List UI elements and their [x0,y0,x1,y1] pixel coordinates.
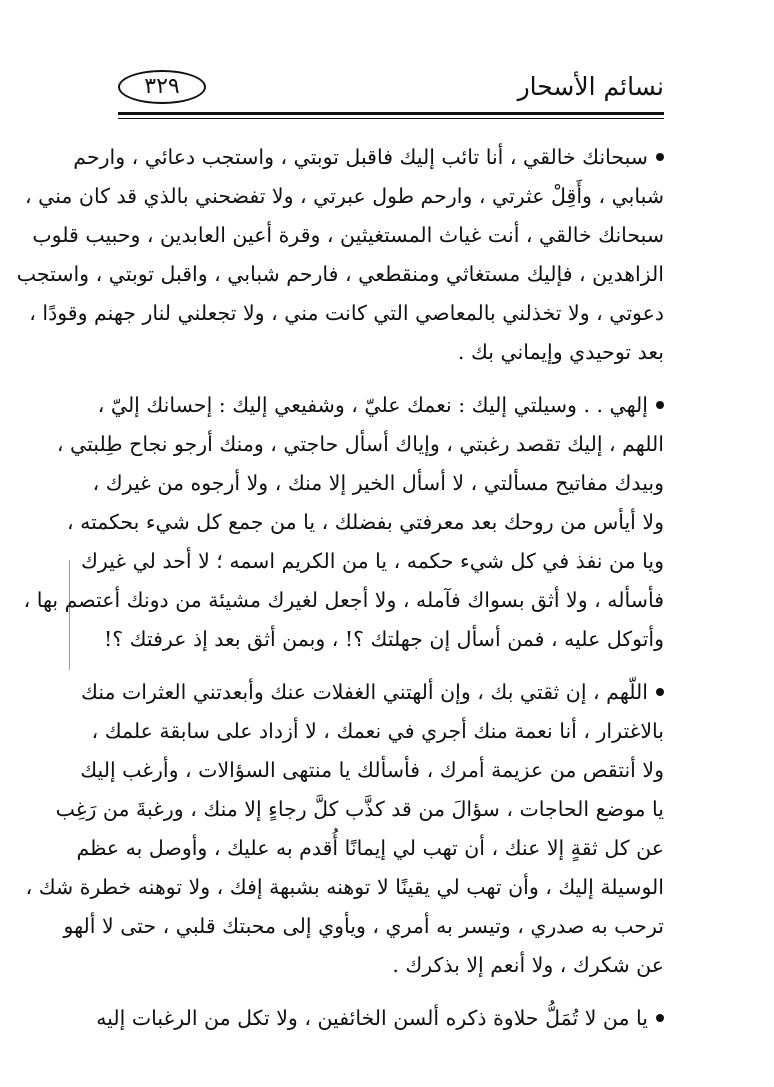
line-text: شبابي ، وأَقِلْ عثرتي ، وارحم طول عبرتي ، ولا تفضحني بالذي قد كان مني ، [24,184,664,208]
line-text: يا موضع الحاجات ، سؤالَ من قد كذَّب كلَّ رجاءٍ إلا منك ، ورغبةَ من رَغِب [55,797,664,821]
text-line [118,946,664,985]
text-line [97,386,664,425]
text-line [29,294,664,333]
page-number: ٣٢٩ [118,70,206,104]
text-line [81,673,664,712]
bullet-icon [656,1014,664,1022]
bullet-icon [656,401,664,409]
line-text: بعد توحيدي وإيماني بك . [457,340,664,364]
text-line [91,712,664,751]
text-line [118,333,664,372]
header-rule-thick [118,112,664,115]
text-line [55,790,664,829]
text-line [96,999,664,1038]
line-text: وبيدك مفاتيح مسألتي ، لا أسأل الخير إلا منك ، ولا أرجوه من غيرك ، [92,471,664,495]
line-text: دعوتي ، ولا تخذلني بالمعاصي التي كانت مني ، ولا تجعلني لنار جهنم وقودًا ، [29,301,664,325]
paragraph [25,673,664,985]
text-line [66,503,664,542]
text-line [23,581,664,620]
text-line [63,907,664,946]
text-line [92,464,664,503]
line-text: عن شكرك ، ولا أنعم إلا بذكرك . [392,953,664,977]
line-text: يا من لا تُمَلُّ حلاوة ذكره ألسن الخائفين ، ولا تكل من الرغبات إليه [96,1006,648,1030]
text-line [80,751,664,790]
line-text: ولا أيأس من روحك بعد معرفتي بفضلك ، يا من جمع كل شيء بحكمته ، [66,510,664,534]
line-text: وأتوكل عليه ، فمن أسأل إن جهلتك ؟! ، وبمن أثق بعد إذ عرفتك ؟! [103,627,664,651]
text-line [25,868,664,907]
bullet-icon [656,153,664,161]
paragraph [23,386,664,659]
line-text: عن كل ثقةٍ إلا عنك ، أن تهب لي إيمانًا أُقدم به عليك ، وأوصل به عظم [76,836,664,860]
line-text: اللهم ، إليك تقصد رغبتي ، وإياك أسأل حاجتي ، ومنك أرجو نجاح طِلبتي ، [56,432,664,456]
line-text: الوسيلة إليك ، وأن تهب لي يقينًا لا توهنه بشبهة إفك ، ولا توهنه خطرة شك ، [25,875,664,899]
body-text [16,138,664,1052]
line-text: ويا من نفذ في كل شيء حكمه ، يا من الكريم اسمه ؛ لا أحد لي غيرك [80,549,664,573]
line-text: ترحب به صدري ، وتيسر به أمري ، ويأوي إلى محبتك قلبي ، حتى لا ألهو [63,914,664,938]
text-line [16,255,664,294]
text-line [24,177,664,216]
text-line [73,138,664,177]
text-line [80,542,664,581]
line-text: إلهي . . وسيلتي إليك : نعمك عليّ ، وشفيعي إليك : إحسانك إليّ ، [97,393,648,417]
page-header [118,66,664,110]
line-text: الزاهدين ، فإليك مستغاثي ومنقطعي ، فارحم شبابي ، واقبل توبتي ، واستجب [16,262,664,286]
running-title: نسائم الأسحار [517,72,664,101]
text-line [32,216,664,255]
line-text: سبحانك خالقي ، أنا تائب إليك فاقبل توبتي ، واستجب دعائي ، وارحم [73,145,648,169]
text-line [76,829,664,868]
line-text: ولا أنتقص من عزيمة أمرك ، فأسألك يا منتهى السؤالات ، وأرغب إليك [80,758,664,782]
line-text: سبحانك خالقي ، أنت غياث المستغيثين ، وقرة أعين العابدين ، وحبيب قلوب [32,223,664,247]
line-text: فأسأله ، ولا أثق بسواك فآمله ، ولا أجعل لغيرك مشيئة من دونك أعتصم بها ، [23,588,664,612]
line-text: اللّهم ، إن ثقتي بك ، وإن ألهتني الغفلات عنك وأبعدتني العثرات منك [81,680,648,704]
paragraph [16,138,664,372]
text-line [56,425,664,464]
paragraph [96,999,664,1038]
header-rule-thin [118,118,664,119]
line-text: بالاغترار ، أنا نعمة منك أجري في نعمك ، لا أزداد على سابقة علمك ، [91,719,664,743]
text-line [103,620,664,659]
bullet-icon [656,688,664,696]
